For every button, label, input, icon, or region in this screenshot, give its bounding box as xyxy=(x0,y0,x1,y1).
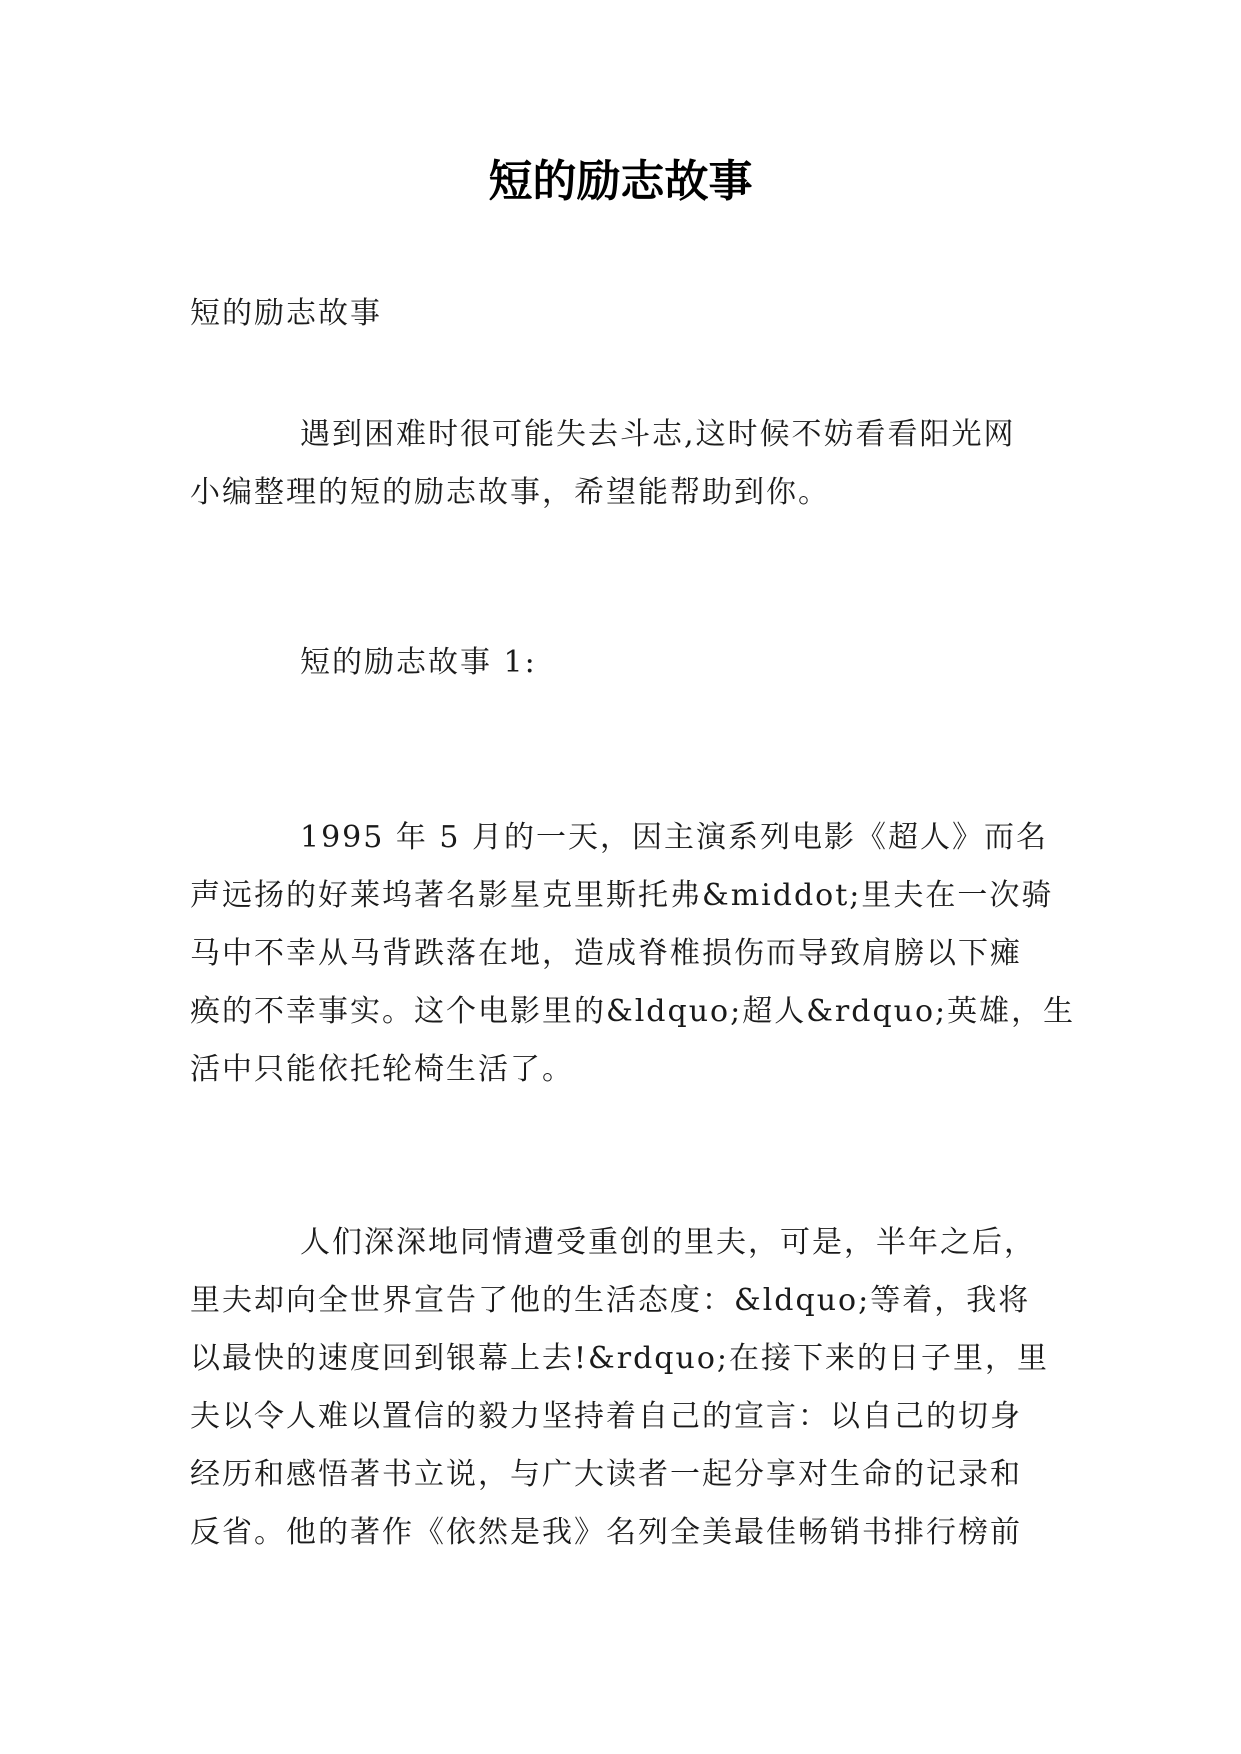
intro-line: 小编整理的短的励志故事，希望能帮助到你。 xyxy=(190,475,830,510)
paragraph-line: 1995 年 5 月的一天，因主演系列电影《超人》而名 xyxy=(300,820,1049,855)
document-title: 短的励志故事 xyxy=(488,156,753,207)
paragraph-line: 里夫却向全世界宣告了他的生活态度：&ldquo;等着，我将 xyxy=(190,1283,1031,1318)
paragraph-line: 人们深深地同情遭受重创的里夫，可是，半年之后， xyxy=(300,1225,1036,1260)
paragraph-line: 反省。他的著作《依然是我》名列全美最佳畅销书排行榜前 xyxy=(190,1515,1022,1550)
story-paragraph-2 xyxy=(190,1214,1050,1562)
document-subtitle: 短的励志故事 xyxy=(190,296,382,331)
paragraph-line: 经历和感悟著书立说，与广大读者一起分享对生命的记录和 xyxy=(190,1457,1022,1492)
paragraph-line: 活中只能依托轮椅生活了。 xyxy=(190,1052,574,1087)
section-heading: 短的励志故事 1: xyxy=(300,645,537,680)
paragraph-line: 声远扬的好莱坞著名影星克里斯托弗&middot;里夫在一次骑 xyxy=(190,878,1054,913)
intro-paragraph xyxy=(190,406,1050,522)
paragraph-line: 痪的不幸事实。这个电影里的&ldquo;超人&rdquo;英雄，生 xyxy=(190,994,1076,1029)
intro-line: 遇到困难时很可能失去斗志,这时候不妨看看阳光网 xyxy=(300,417,1016,452)
story-paragraph-1 xyxy=(190,809,1076,1099)
paragraph-line: 夫以令人难以置信的毅力坚持着自己的宣言：以自己的切身 xyxy=(190,1399,1022,1434)
paragraph-line: 马中不幸从马背跌落在地，造成脊椎损伤而导致肩膀以下瘫 xyxy=(190,936,1022,971)
paragraph-line: 以最快的速度回到银幕上去!&rdquo;在接下来的日子里，里 xyxy=(190,1341,1049,1376)
